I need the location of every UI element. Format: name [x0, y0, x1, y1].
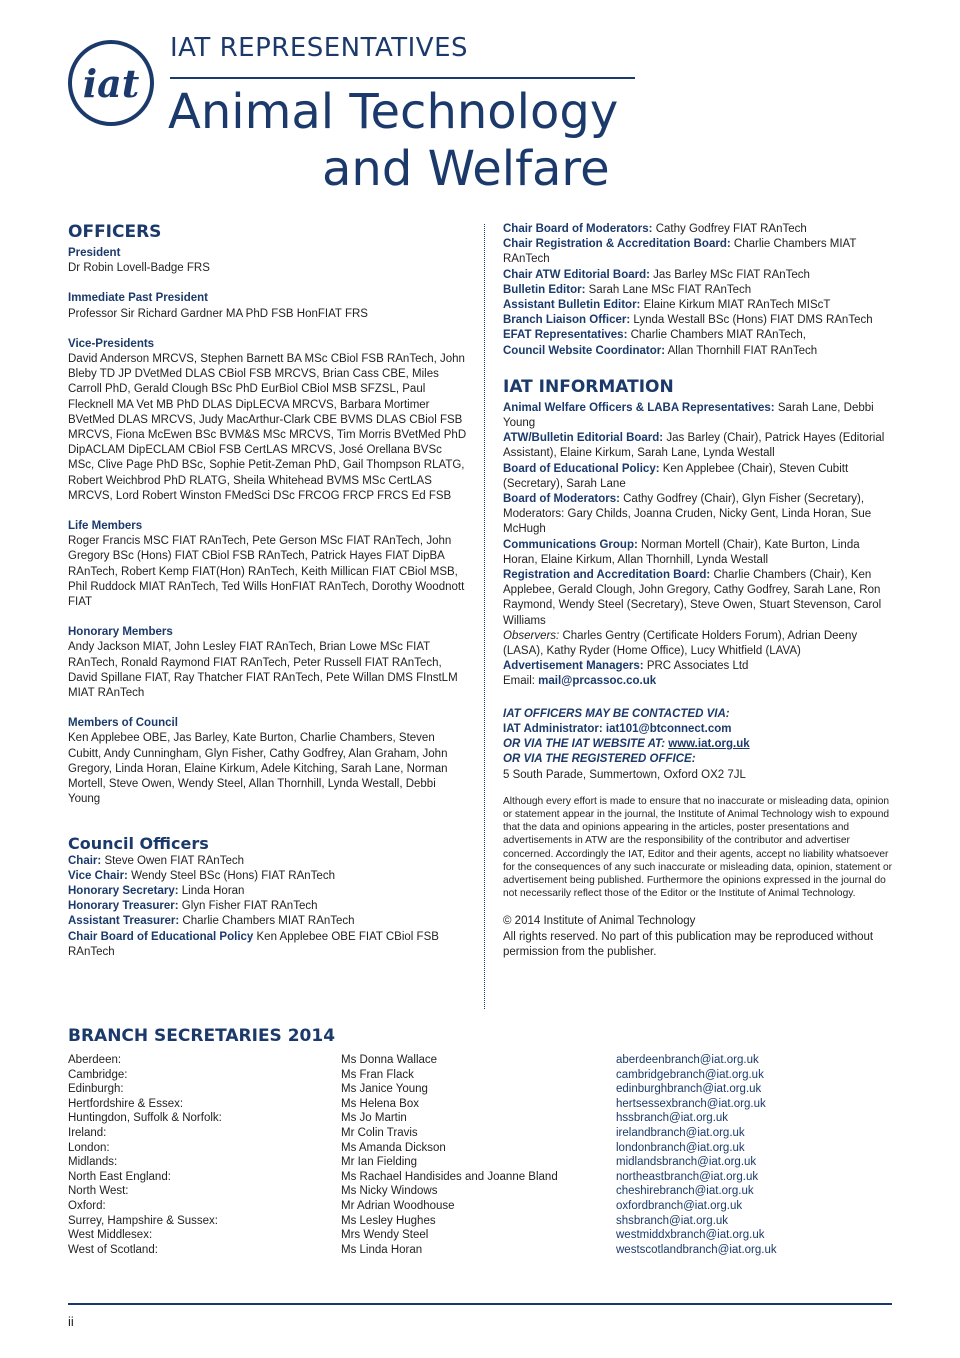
- branch-email-link[interactable]: oxfordbranch@iat.org.uk: [616, 1199, 743, 1212]
- branch-area: Huntingdon, Suffolk & Norfolk:: [68, 1112, 222, 1125]
- contact-block: [503, 707, 895, 783]
- website-link[interactable]: www.iat.org.uk: [668, 738, 750, 751]
- council-officer-item: Honorary Secretary: Linda Horan: [68, 884, 245, 897]
- branch-secretaries-heading: BRANCH SECRETARIES 2014: [68, 1026, 336, 1046]
- office-address: 5 South Parade, Summertown, Oxford OX2 7JL: [503, 768, 746, 781]
- branch-area: Hertfordshire & Essex:: [68, 1097, 184, 1110]
- iat-info-list: [503, 401, 895, 690]
- logo-text: iat: [82, 61, 140, 106]
- branch-secretary: Mr Adrian Woodhouse: [341, 1199, 455, 1212]
- branch-secretary: Mr Colin Travis: [341, 1126, 418, 1139]
- branch-secretary: Mr Ian Fielding: [341, 1156, 418, 1169]
- website-item: OR VIA THE IAT WEBSITE AT: www.iat.org.uk: [503, 738, 750, 751]
- supertitle: IAT REPRESENTATIVES: [170, 33, 469, 63]
- life-members-list: Roger Francis MSC FIAT RAnTech, Pete Gerson MSc FIAT RAnTech, John Gregory BSc (Hons) FIAT CBiol FSB RAnTech, Patrick Hayes FIAT DipBA RAnTech, Robert Kemp FIAT(Hon) RAnTech, Keith Millican FIAT CBiol MSB, Phil Ruddock MIAT RAnTech, Ted Wills HonFIAT RAnTech, Dorothy Woodnott FIAT: [68, 535, 465, 609]
- chairs-list: [503, 222, 895, 359]
- past-president-name: Professor Sir Richard Gardner MA PhD FSB HonFIAT FRS: [68, 307, 368, 320]
- branch-secretary: Ms Amanda Dickson: [341, 1141, 446, 1154]
- council-members-list: Ken Applebee OBE, Jas Barley, Kate Burton, Charlie Chambers, Steven Cubitt, Andy Cunningham, Glyn Fisher, Cathy Godfrey, Alan Graham, John Gregory, Linda Horan, Elaine Kirkum, Adele Kitching, Sarah Lane, Norman Mortell, Steve Owen, Wendy Steel, Allan Thornhill, Lynda Westall, Debbi Young: [68, 732, 448, 806]
- rights-notice: All rights reserved. No part of this publication may be reproduced without permission from the publisher.: [503, 930, 874, 958]
- chair-item: Council Website Coordinator: Allan Thornhill FIAT RAnTech: [503, 344, 818, 357]
- branch-email-link[interactable]: hertsessexbranch@iat.org.uk: [616, 1097, 766, 1110]
- iat-logo: [66, 38, 156, 128]
- chair-item: Bulletin Editor: Sarah Lane MSc FIAT RAnTech: [503, 283, 752, 296]
- branch-area: North West:: [68, 1185, 129, 1198]
- council-officer-item: Assistant Treasurer: Charlie Chambers MIAT RAnTech: [68, 915, 355, 928]
- title-line-2: and Welfare: [322, 141, 610, 197]
- vice-presidents-block: [68, 337, 468, 504]
- info-item: Animal Welfare Officers & LABA Representatives: Sarah Lane, Debbi Young: [503, 401, 874, 430]
- branch-area: Ireland:: [68, 1126, 107, 1139]
- vice-presidents-label: Vice-Presidents: [68, 337, 155, 350]
- branch-row: [68, 1053, 828, 1068]
- title-line-1: Animal Technology: [168, 84, 619, 140]
- chair-item: Chair Board of Moderators: Cathy Godfrey FIAT RAnTech: [503, 223, 807, 235]
- branch-area: Cambridge:: [68, 1068, 128, 1081]
- info-item: Registration and Accreditation Board: Charlie Chambers (Chair), Ken Applebee, Gerald Clough, John Gregory, Cathy Godfrey, Sarah Lane, Ron Raymond, Wendy Steel (Secretary), Steve Owen, Stuart Stevenson, Carol Williams: [503, 569, 882, 627]
- president-label: President: [68, 247, 121, 259]
- council-officers-heading: Council Officers: [68, 833, 209, 853]
- branch-row: [68, 1111, 828, 1126]
- branch-email-link[interactable]: aberdeenbranch@iat.org.uk: [616, 1054, 759, 1066]
- header-rule: [170, 77, 635, 79]
- branch-area: West Middlesex:: [68, 1229, 153, 1242]
- page-number: ii: [68, 1314, 74, 1329]
- branch-secretary: Ms Helena Box: [341, 1097, 419, 1110]
- president-name: Dr Robin Lovell-Badge FRS: [68, 262, 210, 275]
- column-divider: [484, 224, 485, 1009]
- branch-email-link[interactable]: northeastbranch@iat.org.uk: [616, 1170, 759, 1183]
- branch-email-link[interactable]: cheshirebranch@iat.org.uk: [616, 1185, 754, 1198]
- branch-secretary: Ms Nicky Windows: [341, 1185, 438, 1198]
- branch-secretary: Ms Linda Horan: [341, 1243, 423, 1256]
- branch-row: [68, 1243, 828, 1258]
- vice-presidents-list: David Anderson MRCVS, Stephen Barnett BA MSc CBiol FSB RAnTech, John Bleby TD JP DVetMed DLAS CBiol FSB MRCVS, Brian Cass CBE, Miles Carroll PhD, Gerald Clough BSc PhD EurBiol CBiol MSB SFZSL, Paul Flecknell MA Vet MB PhD DLAS DipLECVA MRCVS, Barbara Mortimer BVetMed DLAS MRCVS, Judy MacArthur-Clark CBE BVMS DLAS CBiol FSB MRCVS, Fiona McEwen BSc BVM&S MSc MRCVS, Tim Morris BVetMed PhD DipACLAM DipECLAM CBiol FSB CertLAS MRCVS, José Orellana BVSc MSc, Clive Page PhD BSc, Sophie Petit-Zeman PhD, Gail Thompson RLATG, Robert Weichbrod PhD RLATG, Sheila Whitehead BVMS MSc CertLAS MRCVS, Lord Robert Winston FMedSci DSc FRCOG FRCP FRCS Ed FSB: [68, 353, 467, 502]
- branch-area: West of Scotland:: [68, 1243, 158, 1256]
- president-block: [68, 246, 468, 276]
- branch-row: [68, 1126, 828, 1141]
- honorary-members-list: Andy Jackson MIAT, John Lesley FIAT RAnTech, Brian Lowe MSc FIAT RAnTech, Ronald Raymond FIAT RAnTech, Peter Russell FIAT RAnTech, David Spillane FIAT, Ray Thatcher FIAT RAnTech, Pete Willan DMS FInstLM MIAT RAnTech: [68, 641, 458, 700]
- council-officer-item: Honorary Treasurer: Glyn Fisher FIAT RAnTech: [68, 900, 318, 913]
- council-members-block: [68, 716, 468, 807]
- branch-area: Aberdeen:: [68, 1054, 122, 1066]
- branch-row: [68, 1214, 828, 1229]
- past-president-block: [68, 291, 468, 321]
- council-officers-list: [68, 854, 468, 960]
- honorary-members-block: [68, 625, 468, 701]
- life-members-block: [68, 519, 468, 610]
- admin-item: IAT Administrator: iat101@btconnect.com: [503, 722, 732, 735]
- branch-secretaries-list: [68, 1053, 828, 1257]
- branch-email-link[interactable]: londonbranch@iat.org.uk: [616, 1141, 745, 1154]
- council-members-label: Members of Council: [68, 717, 178, 730]
- life-members-label: Life Members: [68, 520, 143, 533]
- branch-email-link[interactable]: shsbranch@iat.org.uk: [616, 1214, 729, 1227]
- observers-item: Observers: Charles Gentry (Certificate Holders Forum), Adrian Deeny (LASA), Kathy Ryder (Home Office), Lucy Whitfield (LAVA): [503, 629, 858, 658]
- branch-secretary: Ms Fran Flack: [341, 1068, 414, 1081]
- officers-heading: OFFICERS: [68, 222, 162, 242]
- branch-area: Edinburgh:: [68, 1083, 124, 1096]
- info-item: Board of Moderators: Cathy Godfrey (Chair), Glyn Fisher (Secretary), Moderators: Gary Childs, Joanna Cruden, Nicky Gent, Linda Horan, Sue McHugh: [503, 493, 872, 536]
- advert-email-link[interactable]: mail@prcassoc.co.uk: [538, 675, 657, 688]
- advert-item: Advertisement Managers: PRC Associates Ltd: [503, 660, 749, 673]
- past-president-label: Immediate Past President: [68, 292, 208, 305]
- branch-row: [68, 1199, 828, 1214]
- honorary-members-label: Honorary Members: [68, 626, 173, 639]
- branch-row: [68, 1170, 828, 1185]
- branch-email-link[interactable]: hssbranch@iat.org.uk: [616, 1112, 729, 1125]
- branch-email-link[interactable]: westmiddxbranch@iat.org.uk: [616, 1229, 765, 1242]
- footer-rule: [68, 1303, 892, 1305]
- branch-email-link[interactable]: westscotlandbranch@iat.org.uk: [616, 1243, 777, 1256]
- branch-row: [68, 1141, 828, 1156]
- contact-line-1: IAT OFFICERS MAY BE CONTACTED VIA:: [503, 707, 730, 720]
- branch-row: [68, 1184, 828, 1199]
- branch-secretary: Ms Jo Martin: [341, 1112, 407, 1125]
- chair-item: EFAT Representatives: Charlie Chambers MIAT RAnTech,: [503, 329, 806, 342]
- branch-row: [68, 1155, 828, 1170]
- info-column: [503, 222, 895, 960]
- branch-area: Midlands:: [68, 1156, 118, 1169]
- contact-line-3: OR VIA THE REGISTERED OFFICE:: [503, 753, 696, 766]
- branch-area: Surrey, Hampshire & Sussex:: [68, 1214, 218, 1227]
- branch-row: [68, 1068, 828, 1083]
- officers-column: [68, 222, 468, 960]
- branch-row: [68, 1228, 828, 1243]
- branch-secretary: Ms Lesley Hughes: [341, 1214, 436, 1227]
- chair-item: Assistant Bulletin Editor: Elaine Kirkum MIAT RAnTech MIScT: [503, 299, 831, 312]
- disclaimer: Although every effort is made to ensure that no inaccurate or misleading data, opinion or statement appear in the journal, the Institute of Animal Technology wish to expound that the data and opinions appearing in the articles, poster presentations and advertisements in ATW are the responsibility of the contributor and advertiser concerned. Accordingly the IAT, Editor and their agents, accept no liability whatsoever for the consequences of any such inaccurate or misleading data, opinion, statement or advertisement being published. Furthermore the opinions expressed in the journal do not necessarily reflect those of the Editor or the Institute of Animal Technology.: [503, 795, 893, 900]
- branch-area: North East England:: [68, 1170, 171, 1183]
- advert-email-item: Email: mail@prcassoc.co.uk: [503, 675, 657, 688]
- branch-area: London:: [68, 1141, 110, 1154]
- branch-email-link[interactable]: irelandbranch@iat.org.uk: [616, 1126, 745, 1139]
- branch-email-link[interactable]: midlandsbranch@iat.org.uk: [616, 1156, 757, 1169]
- chair-item: Chair Registration & Accreditation Board: Charlie Chambers MIAT RAnTech: [503, 238, 857, 266]
- council-officer-item: Chair: Steve Owen FIAT RAnTech: [68, 854, 244, 867]
- info-item: Communications Group: Norman Mortell (Chair), Kate Burton, Linda Horan, Elaine Kirkum, Allan Thornhill, Lynda Westall: [503, 538, 860, 566]
- copyright: © 2014 Institute of Animal Technology: [503, 915, 696, 928]
- chair-item: Chair ATW Editorial Board: Jas Barley MSc FIAT RAnTech: [503, 268, 810, 281]
- branch-email-link[interactable]: cambridgebranch@iat.org.uk: [616, 1068, 764, 1081]
- info-item: ATW/Bulletin Editorial Board: Jas Barley (Chair), Patrick Hayes (Editorial Assistant), Elaine Kirkum, Sarah Lane, Lynda Westall: [503, 432, 885, 460]
- branch-row: [68, 1097, 828, 1112]
- admin-email-link[interactable]: iat101@btconnect.com: [605, 722, 732, 735]
- branch-email-link[interactable]: edinburghbranch@iat.org.uk: [616, 1083, 762, 1096]
- council-officer-item: Chair Board of Educational Policy Ken Applebee OBE FIAT CBiol FSB RAnTech: [68, 930, 439, 958]
- info-item: Board of Educational Policy: Ken Applebee (Chair), Steven Cubitt (Secretary), Sarah Lane: [503, 462, 849, 490]
- council-officer-item: Vice Chair: Wendy Steel BSc (Hons) FIAT RAnTech: [68, 869, 335, 882]
- branch-row: [68, 1082, 828, 1097]
- chair-item: Branch Liaison Officer: Lynda Westall BSc (Hons) FIAT DMS RAnTech: [503, 314, 873, 327]
- branch-area: Oxford:: [68, 1199, 106, 1212]
- branch-secretary: Ms Donna Wallace: [341, 1054, 438, 1066]
- iat-info-heading: IAT INFORMATION: [503, 376, 674, 397]
- branch-secretary: Ms Rachael Handisides and Joanne Bland: [341, 1170, 558, 1183]
- branch-secretary: Ms Janice Young: [341, 1083, 428, 1096]
- branch-secretary: Mrs Wendy Steel: [341, 1229, 429, 1242]
